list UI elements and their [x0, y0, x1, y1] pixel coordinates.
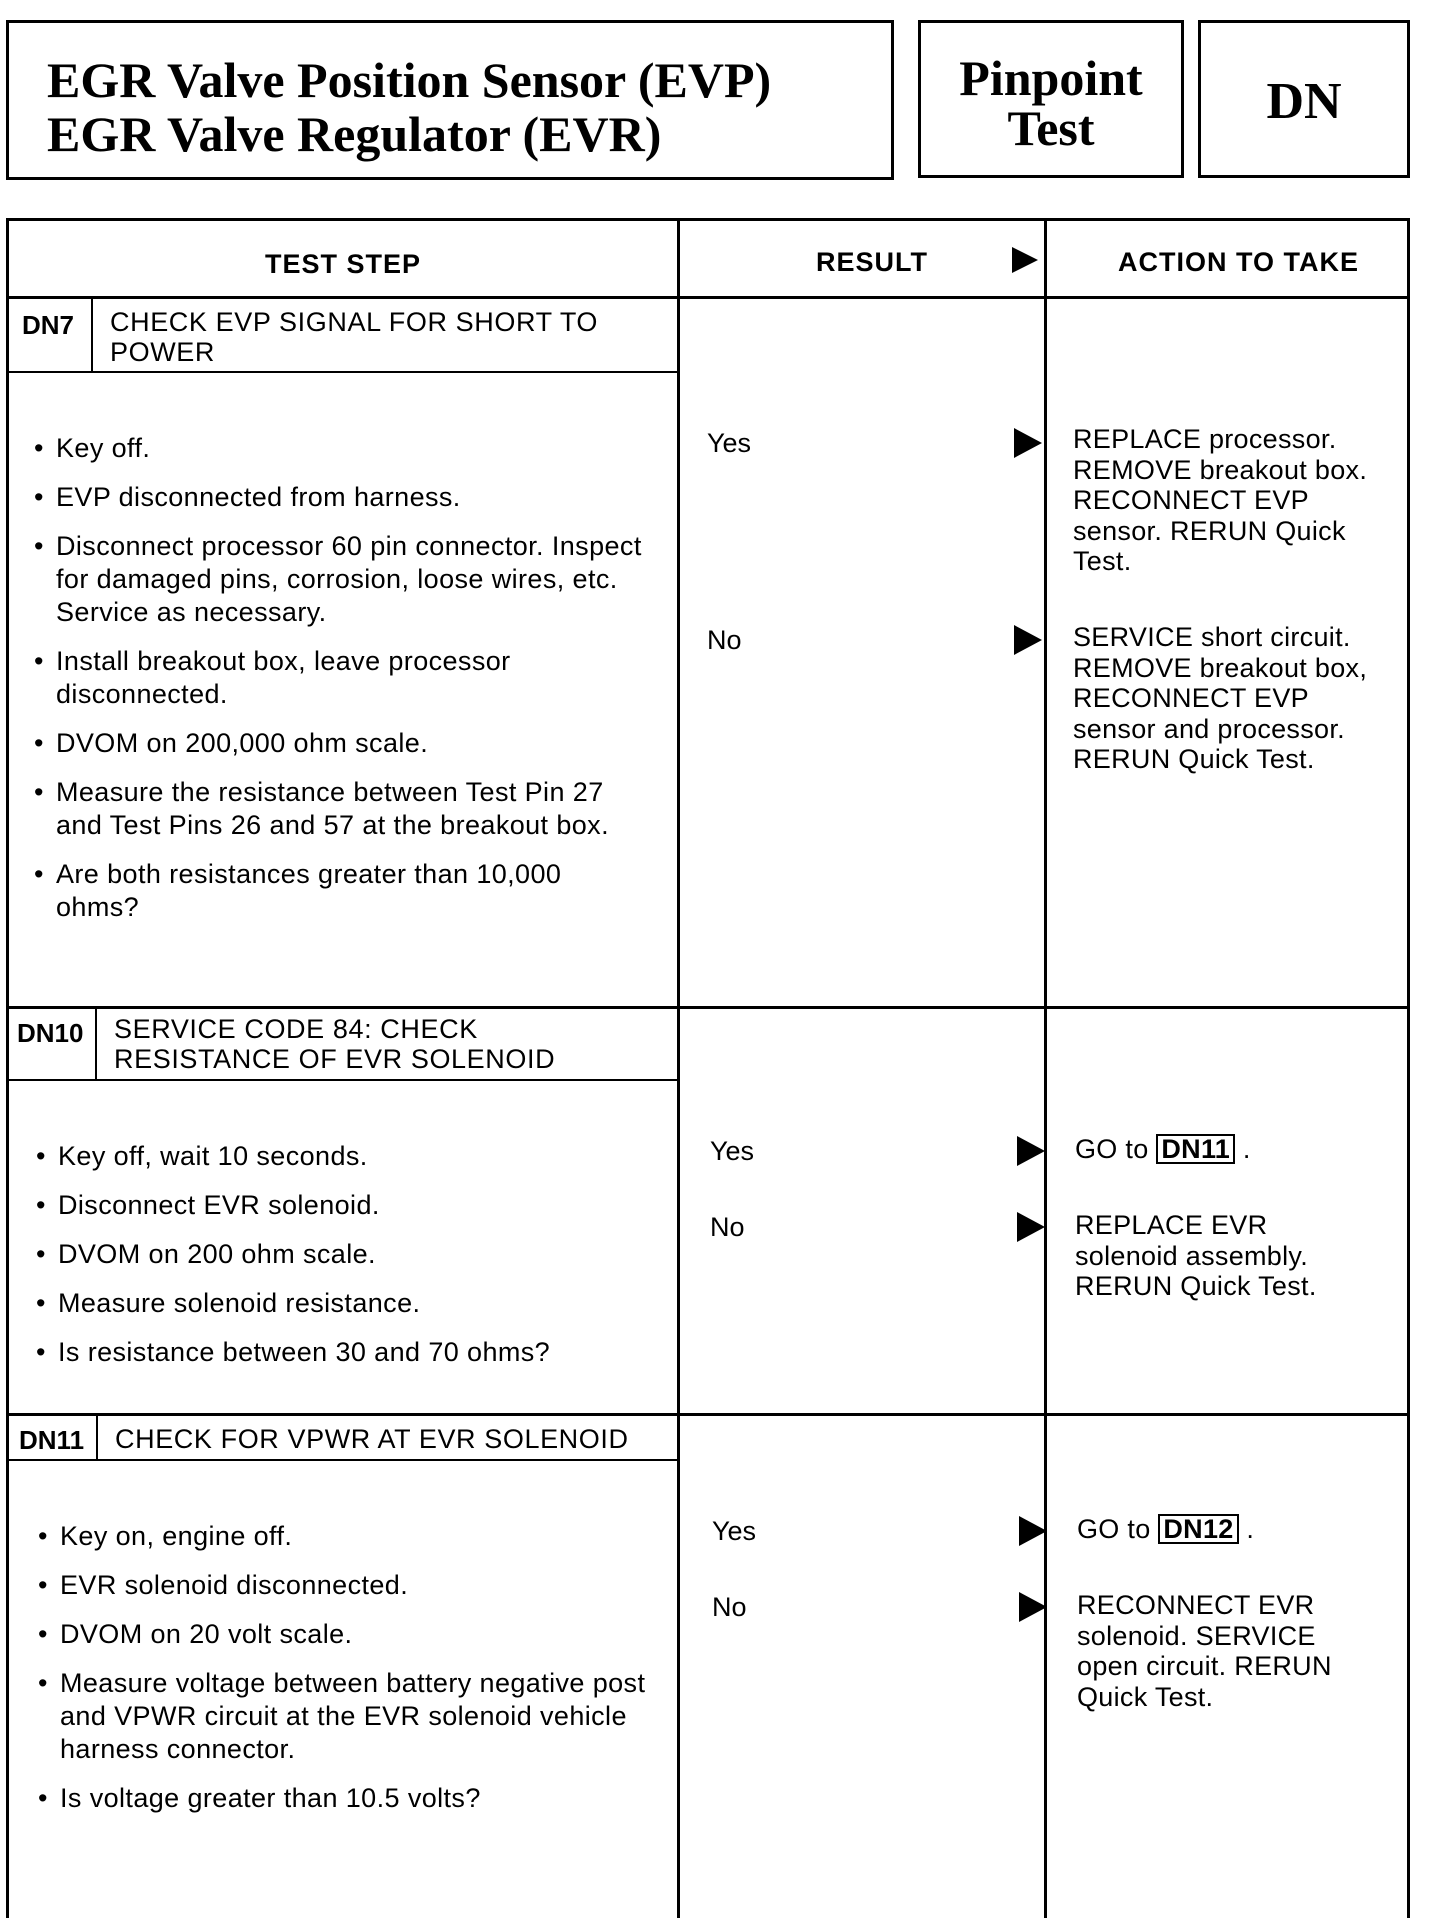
list-item: • Is resistance between 30 and 70 ohms? — [36, 1336, 648, 1369]
action-line: REMOVE breakout box. — [1073, 454, 1368, 485]
action-line: REMOVE breakout box, — [1073, 652, 1368, 683]
list-item: • EVR solenoid disconnected. — [38, 1569, 650, 1602]
action-line: RECONNECT EVP — [1073, 683, 1309, 713]
action-no-dn11 — [1077, 1590, 1332, 1712]
result-arrow-icon — [1012, 247, 1038, 273]
step-title-underline — [6, 371, 678, 373]
test-code-box — [1198, 20, 1410, 178]
action-line: solenoid assembly. — [1075, 1240, 1309, 1271]
result-yes: Yes — [712, 1516, 757, 1546]
list-item: • Measure the resistance between Test Pin 27 and Test Pins 26 and 57 at the breakout box. — [34, 776, 646, 842]
row-divider-2 — [6, 1413, 1410, 1416]
header-row-line — [6, 296, 1410, 299]
action-line: solenoid. SERVICE — [1077, 1620, 1316, 1651]
step-title-line: CHECK FOR VPWR AT EVR SOLENOID — [115, 1424, 629, 1454]
list-item: • Key off. — [34, 432, 646, 465]
test-label: Test — [1007, 100, 1095, 156]
goto-text: GO to — [1077, 1514, 1151, 1544]
result-arrow-icon — [1019, 1592, 1047, 1622]
step-title-line: SERVICE CODE 84: CHECK — [114, 1014, 478, 1044]
action-line: Quick Test. — [1077, 1681, 1214, 1712]
step-title-line: RESISTANCE OF EVR SOLENOID — [114, 1044, 556, 1074]
action-line: RECONNECT EVR — [1077, 1590, 1315, 1620]
test-step-header: TEST STEP — [265, 249, 422, 279]
action-yes-dn10 — [1075, 1134, 1251, 1165]
list-item: • Disconnect processor 60 pin connector. Inspect for damaged pins, corrosion, loose wires, etc. Service as necessary. — [34, 530, 646, 629]
step-code-dn10: DN10 — [17, 1018, 84, 1048]
step-reference-dn11[interactable]: DN11 — [1156, 1134, 1235, 1164]
action-line: RERUN Quick Test. — [1073, 744, 1315, 774]
result-arrow-icon — [1014, 428, 1042, 458]
goto-end: . — [1246, 1514, 1255, 1544]
result-yes: Yes — [710, 1136, 755, 1166]
step-title-underline — [6, 1079, 678, 1081]
step-code-dn11: DN11 — [19, 1425, 85, 1455]
result-arrow-icon — [1017, 1136, 1045, 1166]
action-yes-dn11 — [1077, 1514, 1254, 1545]
step-bullets-dn10 — [36, 1140, 648, 1385]
result-header: RESULT — [816, 247, 928, 277]
list-item: • Key on, engine off. — [38, 1520, 650, 1553]
list-item: • Key off, wait 10 seconds. — [36, 1140, 648, 1173]
result-no: No — [710, 1212, 745, 1242]
list-item: • Install breakout box, leave processor disconnected. — [34, 645, 646, 711]
step-title-line: CHECK EVP SIGNAL FOR SHORT TO — [110, 307, 599, 337]
step-bullets-dn11 — [38, 1520, 650, 1831]
action-line: sensor. RERUN Quick — [1073, 515, 1346, 546]
step-title-dn10 — [114, 1014, 555, 1074]
action-header: ACTION TO TAKE — [1118, 247, 1359, 277]
action-line: RECONNECT EVP — [1073, 485, 1309, 515]
action-no-dn7 — [1073, 622, 1367, 775]
result-arrow-icon — [1017, 1212, 1045, 1242]
step-code-separator — [91, 298, 93, 371]
step-title-dn11 — [115, 1424, 629, 1454]
action-yes-dn7 — [1073, 424, 1367, 577]
list-item: • Measure solenoid resistance. — [36, 1287, 648, 1320]
result-no: No — [707, 625, 742, 655]
step-code-dn7: DN7 — [22, 310, 75, 340]
list-item: • EVP disconnected from harness. — [34, 481, 646, 514]
result-yes: Yes — [707, 428, 752, 458]
title-line-2: EGR Valve Regulator (EVR) — [47, 106, 662, 162]
column-divider-1 — [677, 218, 680, 1918]
list-item: • DVOM on 20 volt scale. — [38, 1618, 650, 1651]
step-title-underline — [6, 1459, 678, 1461]
action-line: Test. — [1073, 546, 1132, 576]
step-code-separator — [96, 1416, 98, 1460]
pinpoint-label: Pinpoint — [959, 50, 1143, 106]
step-bullets-dn7 — [34, 432, 646, 940]
result-no: No — [712, 1592, 747, 1622]
action-line: open circuit. RERUN — [1077, 1651, 1332, 1681]
result-arrow-icon — [1014, 625, 1042, 655]
step-reference-dn12[interactable]: DN12 — [1158, 1514, 1238, 1544]
action-line: sensor and processor. — [1073, 713, 1345, 744]
action-line: REPLACE processor. — [1073, 424, 1337, 454]
action-no-dn10 — [1075, 1210, 1317, 1302]
list-item: • Disconnect EVR solenoid. — [36, 1189, 648, 1222]
list-item: • Is voltage greater than 10.5 volts? — [38, 1782, 650, 1815]
title-box — [6, 20, 894, 180]
column-divider-2 — [1044, 218, 1047, 1918]
step-title-dn7 — [110, 307, 598, 367]
action-line: REPLACE EVR — [1075, 1210, 1268, 1240]
goto-text: GO to — [1075, 1134, 1149, 1164]
list-item: • DVOM on 200 ohm scale. — [36, 1238, 648, 1271]
result-arrow-icon — [1019, 1516, 1047, 1546]
step-code-separator — [95, 1009, 97, 1080]
list-item: • Measure voltage between battery negative post and VPWR circuit at the EVR solenoid vehicle harness connector. — [38, 1667, 650, 1766]
goto-end: . — [1242, 1134, 1251, 1164]
action-line: SERVICE short circuit. — [1073, 622, 1351, 652]
list-item: • Are both resistances greater than 10,000 ohms? — [34, 858, 646, 924]
pinpoint-test-box — [918, 20, 1184, 178]
step-title-line: POWER — [110, 337, 216, 367]
title-line-1: EGR Valve Position Sensor (EVP) — [47, 52, 772, 108]
row-divider-1 — [6, 1006, 1410, 1009]
test-code: DN — [1266, 73, 1342, 130]
action-line: RERUN Quick Test. — [1075, 1271, 1317, 1301]
list-item: • DVOM on 200,000 ohm scale. — [34, 727, 646, 760]
